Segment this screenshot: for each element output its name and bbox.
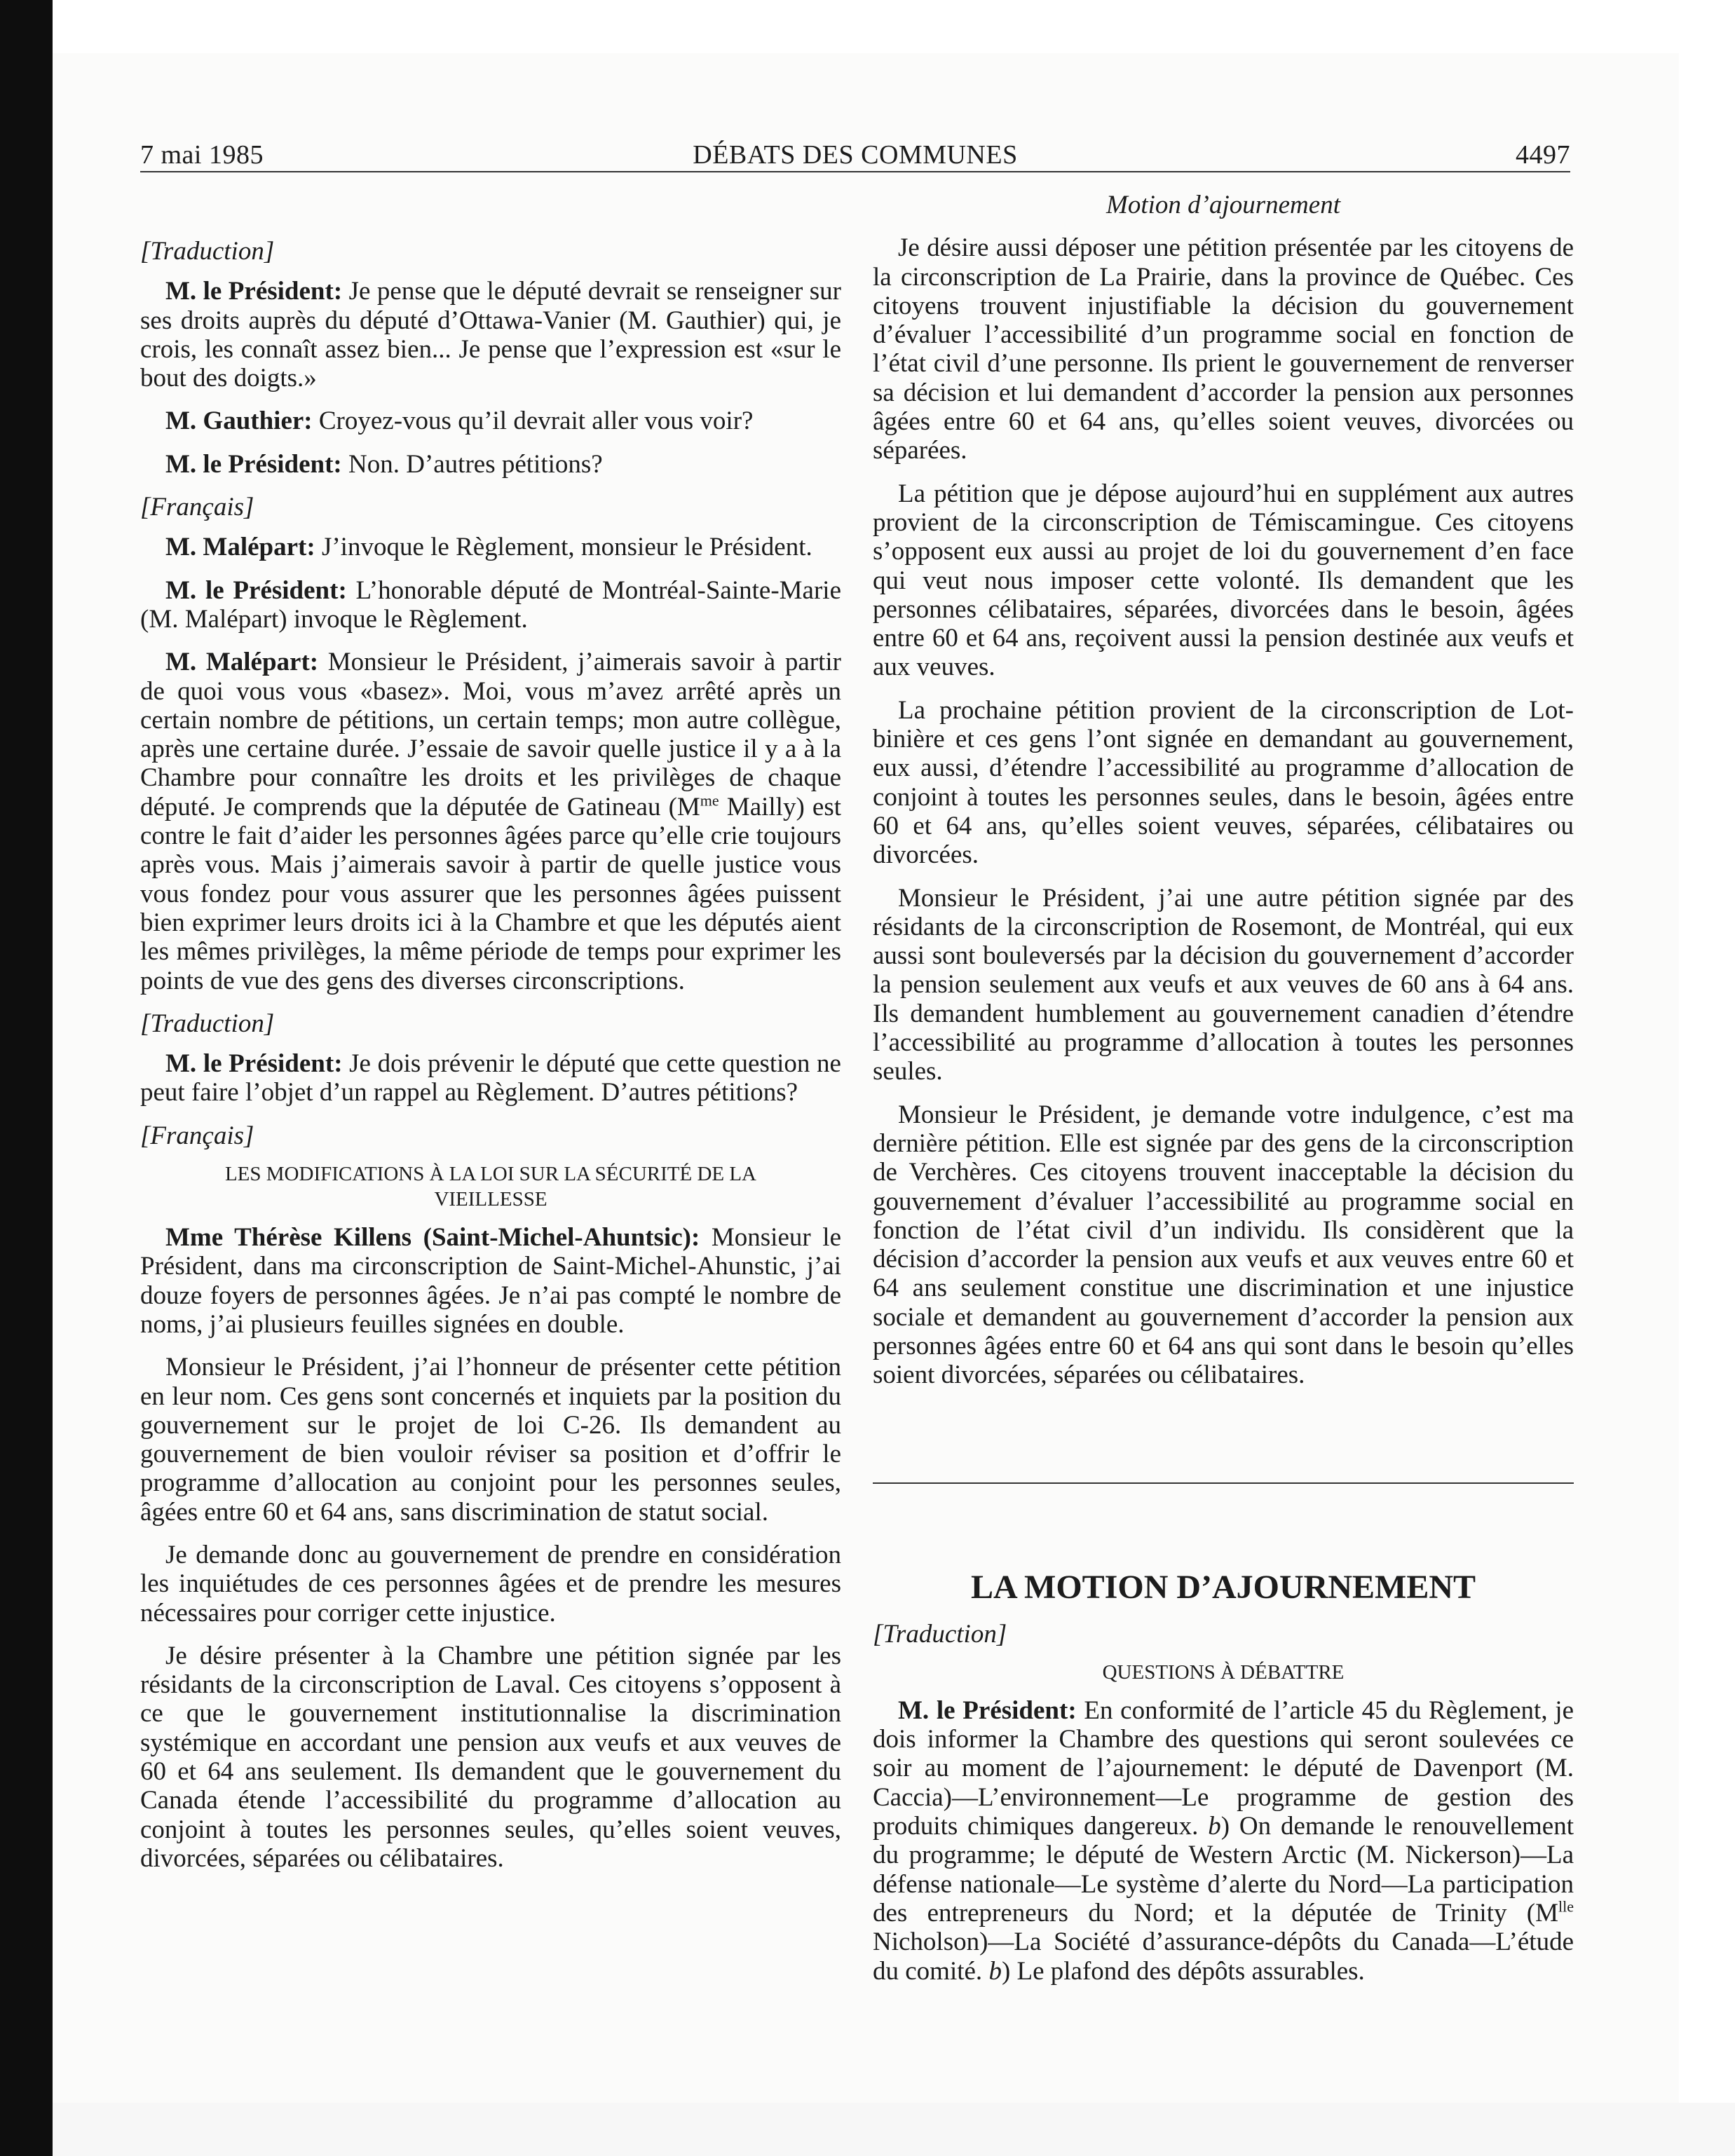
speech-paragraph: Monsieur le Président, j’ai une autre pétition signée par des résidants de la circonscription de Rosemont, de Montréal, qui eux aussi sont bouleversés par la décision du gouvernement d’accorder la pension seulement aux veufs et aux veuves de 60 ans à 64 ans. Ils demandent humblement au gouvernement canadien d’étendre l’accessibilité au programme d’allocation à toutes les personnes seules. <box>873 883 1574 1086</box>
speech-paragraph <box>140 576 841 634</box>
item-letter: b <box>988 1956 1002 1986</box>
speech-paragraph: Je demande donc au gouvernement de prendre en considération les inquiétudes de ces personnes âgées et de prendre les mesures nécessaires pour corriger cette injustice. <box>140 1540 841 1628</box>
speech-paragraph <box>873 1696 1574 1986</box>
speech-text: J’invoque le Règlement, monsieur le Président. <box>315 533 812 562</box>
speech-paragraph <box>140 407 841 435</box>
speaker-name: M. Gauthier: <box>165 407 313 436</box>
section-separator-rule <box>873 1482 1574 1484</box>
speaker-name: M. Malépart: <box>165 533 315 562</box>
scan-edge <box>0 0 53 2156</box>
header-date: 7 mai 1985 <box>140 140 264 170</box>
speech-text: ) Le plafond des dépôts assurables. <box>1001 1956 1365 1986</box>
language-tag: [Traduction] <box>873 1619 1007 1649</box>
language-tag: [Français] <box>140 493 254 522</box>
speaker-name: M. Malépart: <box>165 648 319 677</box>
speech-text: En conformité de l’article 45 du Règlement, je dois informer la Chambre des questions qui seront soulevées ce soir au moment de l’ajournement: le député de Davenport (M. Caccia)—L’environnement—Le programme de gestion des produits chimiques dangereux. <box>873 1696 1574 1841</box>
speech-text: Non. D’autres pétitions? <box>341 449 603 479</box>
language-tag: [Traduction] <box>140 237 275 266</box>
speech-paragraph <box>140 450 841 479</box>
speech-text: L’honorable député de Montréal-Sainte-Marie (M. Malépart) invoque le Règlement. <box>140 575 841 634</box>
speaker-name: M. le Président: <box>165 575 347 605</box>
scan-bottom-margin <box>53 2103 1735 2156</box>
speech-paragraph: Je désire aussi déposer une pétition présentée par les citoyens de la circonscription de La Prairie, dans la province de Québec. Ces citoyens trouvent injustifiable la décision du gouvernement d’évaluer l’accessibilité d’un programme social en fonction de l’état civil d’une personne. Ils prient le gouvernement de renverser sa décision et lui demandent d’accorder la pension aux personnes âgées entre 60 et 64 ans, qu’elles soient veuves, divorcées ou séparées. <box>873 233 1574 465</box>
item-letter: b <box>1208 1812 1221 1841</box>
speaker-name: M. le Président: <box>165 449 342 479</box>
speech-paragraph: La prochaine pétition provient de la circonscription de Lotbinière et ces gens l’ont signée en demandant au gouvernement, eux aussi, d’étendre l’accessibilité au programme d’allocation de conjoint à toutes les personnes seules, dans le besoin, âgées entre 60 et 64 ans, qu’elles soient veuves, séparées, célibataires ou divorcées. <box>873 695 1574 870</box>
speech-paragraph <box>140 277 841 393</box>
header-title: DÉBATS DES COMMUNES <box>693 140 1018 170</box>
speaker-name: M. le Président: <box>898 1696 1077 1725</box>
section-heading: LES MODIFICATIONS À LA LOI SUR LA SÉCURITÉ DE LA VIEILLESSE <box>224 1163 757 1211</box>
speech-text: Je dois prévenir le député que cette question ne peut faire l’objet d’un rappel au Règlement. D’autres pétitions? <box>140 1049 841 1107</box>
speech-text: Croyez-vous qu’il devrait aller vous voir? <box>312 407 754 436</box>
speech-paragraph <box>140 1223 841 1339</box>
speech-text: Monsieur le Président, j’aimerais savoir à partir de quoi vous vous «basez». Moi, vous m’avez arrêté après un certain nombre de pétitions, un certain temps; mon autre collègue, après une certaine durée. J’essaie de savoir quelle justice il y a à la Chambre pour connaître les droits et les privilèges de chaque député. Je comprends que la députée de Gatineau (M <box>140 648 841 821</box>
speech-paragraph: Monsieur le Président, j’ai l’honneur de présenter cette pétition en leur nom. Ces gens sont concernés et inquiets par la position du gouvernement sur le projet de loi C-26. Ils demandent au gouvernement de bien vouloir réviser sa position et d’offrir le programme d’allocation au conjoint pour les personnes seules, âgées entre 60 et 64 ans, sans discrimination de statut social. <box>140 1353 841 1527</box>
superscript: me <box>700 791 719 810</box>
speech-paragraph: Je désire présenter à la Chambre une pétition signée par les résidants de la circonscription de Laval. Ces citoyens s’opposent à ce que le gouvernement institutionnalise la discrimination systémique en accordant une pension aux veufs et aux veuves de 60 et 64 ans seulement. Ils demandent que le gouvernement du Canada étende l’accessibilité du programme d’allocation au conjoint à toutes les personnes seules, qu’elles soient veuves, divorcées, séparées ou célibataires. <box>140 1641 841 1873</box>
header-page-number: 4497 <box>1516 140 1570 170</box>
speech-text: Nicholson)—La Société d’assurance-dépôts du Canada—L’étude du comité. <box>873 1928 1574 1986</box>
big-heading: LA MOTION D’AJOURNEMENT <box>970 1568 1476 1606</box>
left-column <box>140 237 841 1887</box>
speech-paragraph <box>140 533 841 561</box>
speaker-name: Mme Thérèse Killens (Saint-Michel-Ahuntsic): <box>165 1223 700 1253</box>
language-tag: [Français] <box>140 1121 254 1150</box>
superscript: lle <box>1558 1897 1574 1916</box>
speech-paragraph: La pétition que je dépose aujourd’hui en supplément aux autres provient de la circonscription de Témiscamingue. Ces citoyens s’opposent eux aussi au projet de loi du gouvernement d’en face qui veut nous imposer cette volonté. Ils demandent que les personnes célibataires, séparées, divorcées dans le besoin, âgées entre 60 et 64 ans, reçoivent aussi la pension destinée aux veufs et aux veuves. <box>873 479 1574 682</box>
speech-text: Je pense que le député devrait se renseigner sur ses droits auprès du député d’Ottawa-Vanier (M. Gauthier) qui, je crois, les connaît assez bien... Je pense que l’expression est «sur le bout des doigts.» <box>140 277 841 393</box>
speech-paragraph: Monsieur le Président, je demande votre indulgence, c’est ma dernière pétition. Elle est signée par des gens de la circonscription de Verchères. Ces citoyens trouvent inacceptable la décision du gouvernement d’évaluer l’accessibilité au programme social en fonction de l’état civil d’un individu. Ils considèrent que la décision d’accorder la pension aux veufs et aux veuves entre 60 et 64 ans seulement constitue une discrimination et une injustice sociale et demandent au gouvernement d’accorder la pension aux personnes âgées entre 60 et 64 ans qui sont dans le besoin qu’elles soient divorcées, séparées ou célibataires. <box>873 1100 1574 1390</box>
running-head <box>140 139 1570 172</box>
speech-paragraph <box>140 1049 841 1107</box>
speaker-name: M. le Président: <box>165 1049 343 1079</box>
speech-text: Mailly) est contre le fait d’aider les personnes âgées parce qu’elle crie toujours après vous. Mais j’aimerais savoir à partir de quelle justice vous vous fondez pour vous assurer que les personnes âgées puissent bien exprimer leurs droits ici à la Chambre et que les députés aient les mêmes privilèges, la même période de temps pour exprimer les points de vue des gens des diverses circonscriptions. <box>140 792 841 995</box>
motion-label: Motion d’ajournement <box>1106 191 1340 219</box>
speaker-name: M. le Président: <box>165 277 343 306</box>
sub-heading: QUESTIONS À DÉBATTRE <box>1102 1660 1345 1684</box>
header-rule <box>140 171 1570 172</box>
right-column <box>873 191 1574 2000</box>
speech-text: Monsieur le Président, dans ma circonscription de Saint-Michel-Ahunstic, j’ai douze foyers de personnes âgées. Je n’ai pas compté le nombre de noms, j’ai plusieurs feuilles signées en double. <box>140 1223 841 1339</box>
speech-paragraph <box>140 648 841 995</box>
speech-text: ) On demande le renouvellement du programme; le député de Western Arctic (M. Nickerson)—La défense nationale—Le système d’alerte du Nord—La participation des entrepreneurs du Nord; et la députée de Trinity (M <box>873 1812 1574 1928</box>
language-tag: [Traduction] <box>140 1009 275 1038</box>
